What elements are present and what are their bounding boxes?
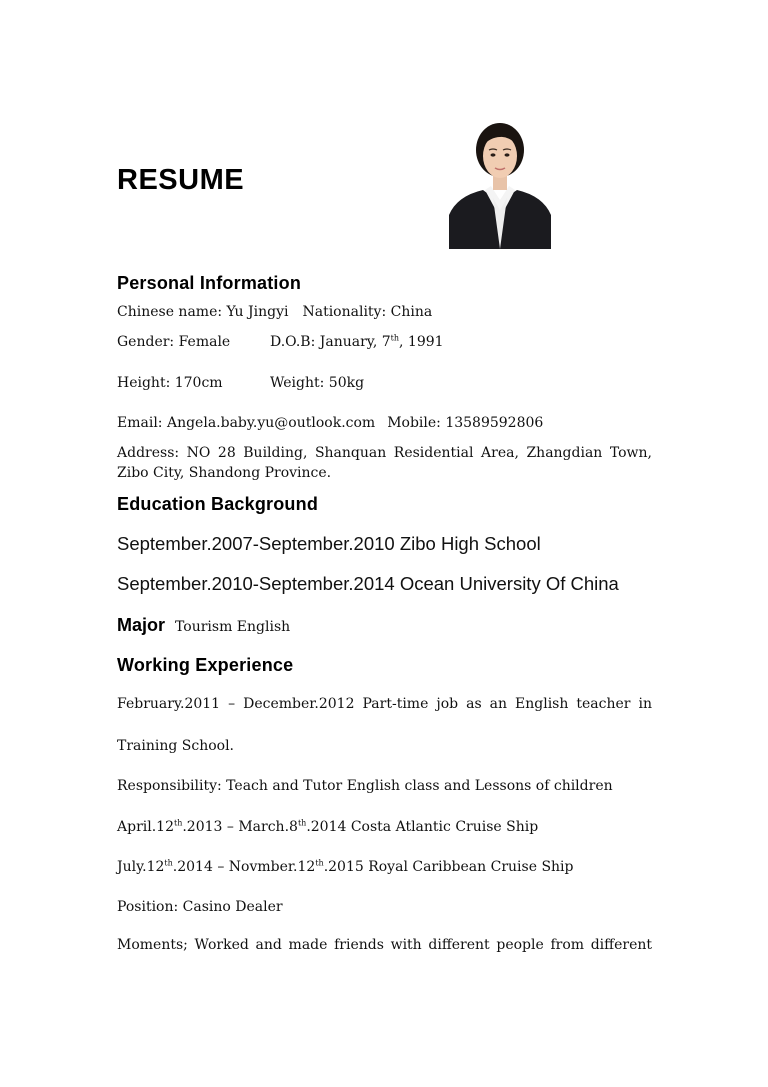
height-weight-line — [117, 373, 364, 393]
major-value: Tourism English — [175, 619, 291, 635]
mobile: Mobile: 13589592806 — [387, 415, 544, 431]
job2-employer: .2014 Costa Atlantic Cruise Ship — [306, 819, 539, 835]
email-mobile-line — [117, 413, 543, 433]
responsibility: Responsibility: Teach and Tutor English class and Lessons of children — [117, 778, 613, 794]
job2-end-sup: th — [297, 818, 307, 828]
education-heading: Education Background — [117, 494, 319, 514]
nationality: Nationality: China — [302, 304, 433, 320]
profile-photo-image — [449, 120, 551, 249]
job2-end-date: .2013 – March.8 — [182, 819, 298, 835]
weight: Weight: 50kg — [270, 375, 365, 391]
chinese-name: Chinese name: Yu Jingyi — [117, 304, 289, 320]
job2-start-date: April.12 — [117, 819, 174, 835]
gender-dob-line — [117, 332, 444, 352]
job3-end-sup: th — [315, 858, 324, 868]
job1-line2: Training School. — [117, 738, 235, 754]
dob-suffix: , 1991 — [399, 334, 444, 350]
resume-title: RESUME — [117, 164, 245, 196]
job3-end-date: .2014 – Novmber.12 — [172, 859, 316, 875]
major-line — [117, 613, 290, 639]
education-entry-1: September.2007-September.2010 Zibo High School — [117, 533, 541, 554]
gender: Gender: Female — [117, 334, 231, 350]
job2-line — [117, 817, 538, 837]
height: Height: 170cm — [117, 375, 223, 391]
dob-sup: th — [390, 333, 400, 343]
education-entry-2: September.2010-September.2014 Ocean University Of China — [117, 573, 619, 594]
work-heading: Working Experience — [117, 655, 294, 675]
name-nationality-line — [117, 302, 432, 322]
position: Position: Casino Dealer — [117, 899, 283, 915]
moments: Moments; Worked and made friends with different people from different — [117, 937, 652, 953]
job3-employer: .2015 Royal Caribbean Cruise Ship — [323, 859, 574, 875]
major-label: Major — [117, 615, 166, 635]
job2-start-sup: th — [173, 818, 183, 828]
profile-photo — [449, 120, 551, 249]
dob-prefix: D.O.B: January, 7 — [270, 334, 391, 350]
job3-start-sup: th — [164, 858, 173, 868]
personal-info-heading: Personal Information — [117, 273, 302, 293]
email: Email: Angela.baby.yu@outlook.com — [117, 415, 376, 431]
job1-line1: February.2011 – December.2012 Part-time job as an English teacher in — [117, 696, 652, 712]
dob — [270, 334, 444, 350]
job3-line — [117, 857, 574, 877]
address: Address: NO 28 Building, Shanquan Residential Area, Zhangdian Town, Zibo City, Shandong Province. — [117, 445, 652, 481]
job3-start-date: July.12 — [117, 859, 165, 875]
